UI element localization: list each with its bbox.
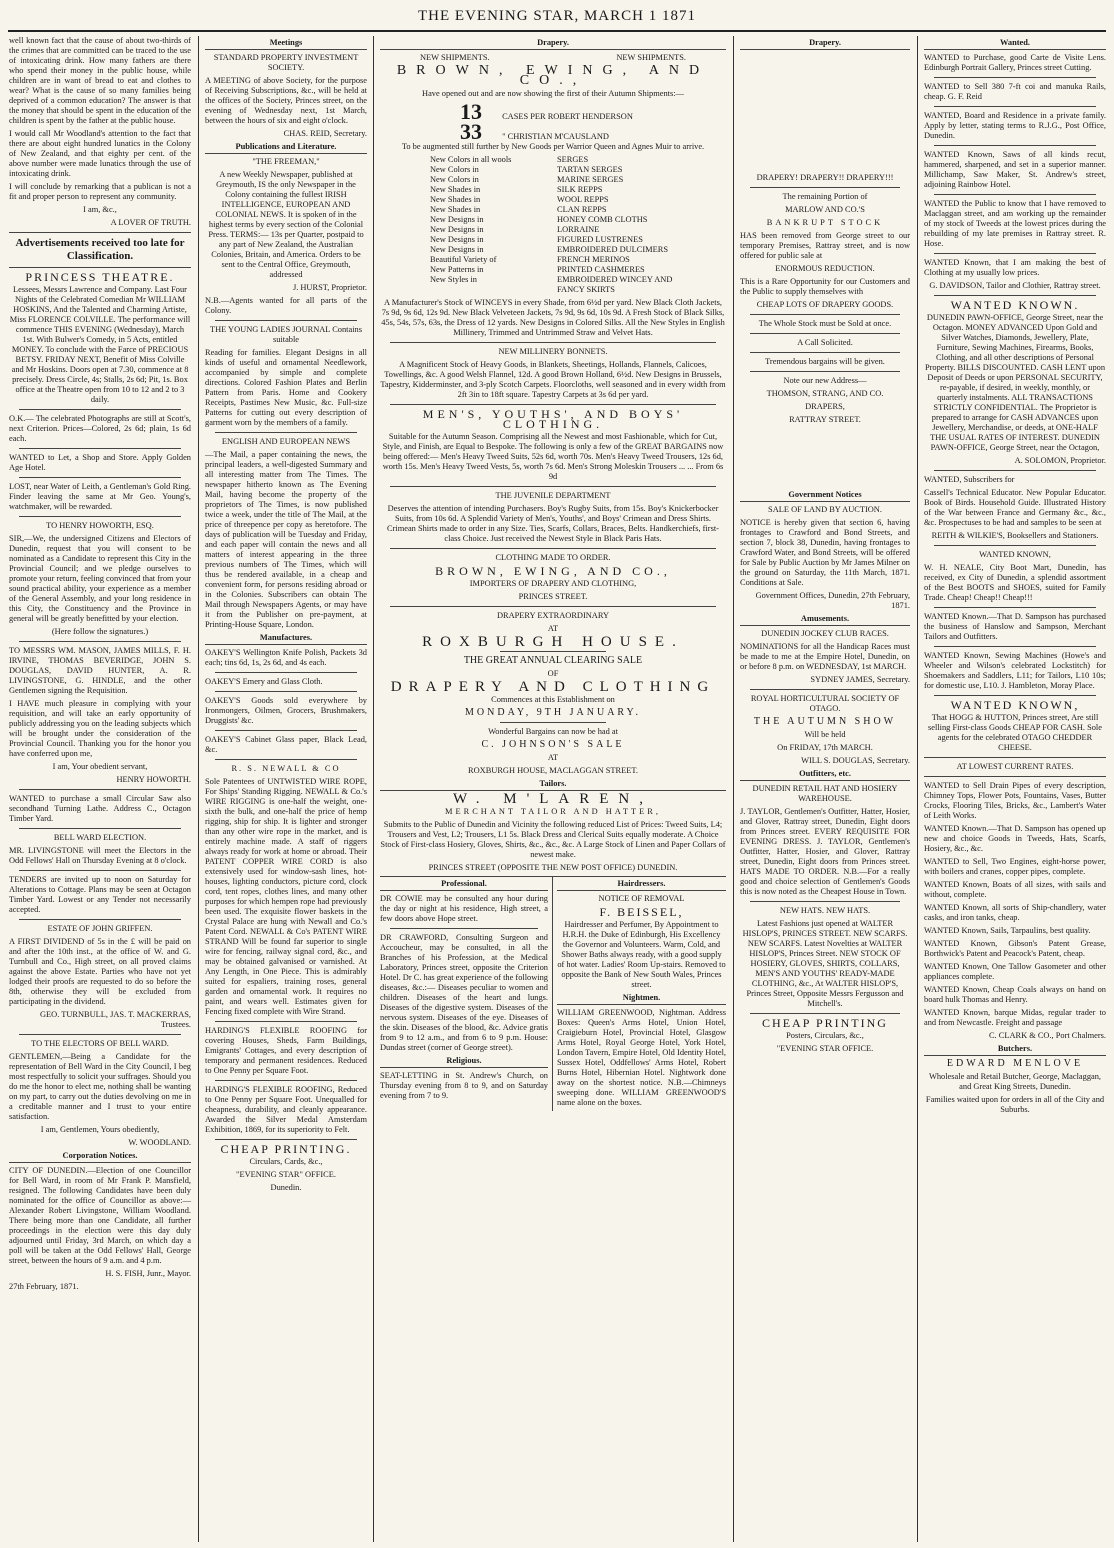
subscribers-body: Cassell's Technical Educator. New Popular Educator. Book of Birds. Household Guide. Illustrated History of the War between France and Germany &c., &c., &c. Prospectuses to be had and samples to be seen at xyxy=(924,488,1106,527)
divider xyxy=(934,106,1096,107)
jockey-club-races: DUNEDIN JOCKEY CLUB RACES. xyxy=(761,629,889,638)
drapery-extraordinary: DRAPERY EXTRAORDINARY xyxy=(496,611,610,620)
importers-text: IMPORTERS OF DRAPERY AND CLOTHING, xyxy=(469,579,637,588)
cheap-printing-title: CHEAP PRINTING. xyxy=(220,1142,352,1156)
masthead-rule xyxy=(8,30,1106,32)
rare-opportunity: This is a Rare Opportunity for our Customers and the Public to supply themselves with xyxy=(740,277,910,296)
cases-13 xyxy=(380,99,726,124)
mens-clothing-title: MEN'S, YOUTHS', AND BOYS' CLOTHING. xyxy=(422,407,684,431)
winceys-text: A Manufacturer's Stock of WINCEYS in every Shade, from 6½d per yard. New Black Cloth Jackets, 7s 9d, 9s 6d, 12s 9d. New Black Velveteen Jackets, 7s 9d, 9s 6d, 10s 9d. A Fresh Stock of Black Silks, 45s, 54s, 57s, 63s, the Dress of 12 yards. New Designs in Colored Silks. All the New Styles in English Millinery, Trimmed and Untrimmed Straw and Velvet Hats. xyxy=(381,298,725,337)
johnson-sale: C. JOHNSON'S SALE xyxy=(481,739,625,750)
divider xyxy=(934,77,1096,78)
bell-ward-heading: BELL WARD ELECTION. xyxy=(53,833,147,842)
divider xyxy=(19,789,181,790)
fabric-list-right-item: EMBROIDERED DULCIMERS xyxy=(557,245,668,254)
call-solicited: A Call Solicited. xyxy=(797,338,853,347)
brown-ewing-signature: BROWN, EWING, AND CO., xyxy=(435,564,671,578)
cases-33 xyxy=(380,119,726,144)
fabric-list-left-item: New Designs in xyxy=(430,245,484,254)
howorth-signatures: (Here follow the signatures.) xyxy=(51,627,149,636)
nightmen-heading: Nightmen. xyxy=(557,993,726,1005)
cases-13-text: CASES PER ROBERT HENDERSON xyxy=(502,112,633,121)
fabric-list-left-item: New Designs in xyxy=(430,235,484,244)
divider xyxy=(500,651,606,652)
standard-title: STANDARD PROPERTY INVESTMENT SOCIETY. xyxy=(213,53,359,72)
city-signature: H. S. FISH, Junr., Mayor. xyxy=(105,1269,191,1278)
letter-tail-2: I would call Mr Woodland's attention to the fact that there are about eight hundred lunatics in the Colony of New Zealand, and that eighty per cent. of the above number were made lunatics through the use of intoxicating drink. xyxy=(9,129,191,178)
marlow-title: MARLOW AND CO.'S xyxy=(785,205,865,214)
thomson-strang: THOMSON, STRANG, AND CO. xyxy=(766,389,884,398)
wonderful-text: Wonderful Bargains can now be had at xyxy=(488,727,618,736)
menlove-body: Wholesale and Retail Butcher, George, Maclaggan, and Great King Streets, Dunedin. xyxy=(928,1072,1102,1091)
brown-ewing-title: BROWN, EWING, AND CO., xyxy=(396,63,710,88)
freeman-body: A new Weekly Newspaper, published at Greymouth, IS the only Newspaper in the Colony containing the fullest IRISH INTELLIGENCE, EUROPEAN AND COLONIAL NEWS. It is spoken of in the highest terms by every section of the Colonial Press. TERMS:— 13s per Quarter, postpaid to any part of New Zealand, the Australian Colonies, Britain, and America. Orders to be sent to the Central Office, Greymouth, addressed xyxy=(208,170,364,279)
new-shipments-left: NEW SHIPMENTS. xyxy=(420,53,490,62)
divider xyxy=(215,759,357,760)
column-2 xyxy=(200,36,372,1542)
menlove-title: EDWARD MENLOVE xyxy=(946,1058,1084,1069)
greenwood-ad: WILLIAM GREENWOOD, Nightman. Address Boxes: Queen's Arms Hotel, Union Hotel, Craigieburn Hotel, Provincial Hotel, Glasgow Arms Hotel, Royal George Hotel, York Hotel, London Tavern, Empire Hotel, Old Identity Hotel, Sussex Hotel, Oddfellows' Arms Hotel, Robert Burns Hotel, Hibernian Hotel. Nightwork done away on the shortest notice. N.B.—Chimneys sweeping done. WILLIAM GREENWOOD'S name alone on the boxes. xyxy=(557,1008,726,1107)
beissel-body: Hairdresser and Perfumer, By Appointment to H.R.H. the Duke of Edinburgh, His Excellency the Governor and Volunteers. Warm, Cold, and Shower Baths always ready, with a good supply of hot water. Ladies' Room Up-stairs. Removed to opposite the Bank of New South Wales, Princes street. xyxy=(557,920,726,989)
divider xyxy=(750,187,900,188)
divider xyxy=(215,1080,357,1081)
letter-close: I am, &c., xyxy=(83,205,117,214)
fabric-list-left-item: Beautiful Variety of xyxy=(430,255,497,264)
oakey-ad-1: OAKEY'S Wellington Knife Polish, Packets 3d each; tins 6d, 1s, 2s 6d, and 4s each. xyxy=(205,648,367,667)
column-rule xyxy=(373,36,374,1542)
divider xyxy=(934,607,1096,608)
reith-wilkie: REITH & WILKIE'S, Booksellers and Stationers. xyxy=(931,531,1099,540)
city-dunedin-body: CITY OF DUNEDIN.—Election of one Councillor for Bell Ward, in room of Mr Frank P. Mansfield, resigned. The following Candidates have been duly nominated for the office of Councillor as above:— Alexander Robert Livingstone, William Woodland. There being more than one Candidate, all further proceedings in the election were this day duly adjourned until Friday, 3rd March, on which day a poll will be taken at the Odd Fellows' Hall, George street, between the hours of 9 a.m. and 4 p.m. xyxy=(9,1166,191,1265)
hogg-title: WANTED KNOWN, xyxy=(950,698,1080,712)
fabric-list-right-item: SILK REPPS xyxy=(557,185,603,194)
electors-heading: TO THE ELECTORS OF BELL WARD. xyxy=(31,1039,169,1048)
douglas-secretary: WILL S. DOUGLAS, Secretary. xyxy=(801,756,910,765)
cheap-printing-body: Circulars, Cards, &c., xyxy=(249,1157,323,1166)
crawford-ad: DR CRAWFORD, Consulting Surgeon and Accoucheur, may be consulted, in all the Branches of his Profession, at the Medical Laboratory, Princes street, opposite the Criterion Hotel. Dr C. has great experience of the following diseases, &c.:— Diseases peculiar to women and children. Diseases of the heart and lungs. Diseases of the digestive system. Diseases of the nervous system. Diseases of the eye. Diseases of the skin. Diseases of the blood, &c. Advice gratis from 9 to 12 a.m., and from 6 to 9 p.m. House: Dundas street (corner of George street). xyxy=(380,933,548,1052)
wanted-known-title: WANTED KNOWN. xyxy=(950,298,1080,312)
number-33: 33 xyxy=(460,119,482,144)
fabric-list-right-item: EMBROIDERED WINCEY AND FANCY SKIRTS xyxy=(557,275,673,294)
column-rule xyxy=(198,36,199,1542)
divider xyxy=(215,672,357,673)
fabric-list-right-item: CLAN REPPS xyxy=(557,205,607,214)
fabric-list-right-item: MARINE SERGES xyxy=(557,175,624,184)
howorth-heading: TO HENRY HOWORTH, ESQ. xyxy=(46,521,154,530)
divider xyxy=(934,646,1096,647)
theatre-body: Lessees, Messrs Lawrence and Company. Last Four Nights of the Celebrated Comedian Mr WILLIAM HOSKINS, And the Talented and Charming Artiste, Miss FLORENCE COLVILLE. The performance will commence THIS EVENING (Wednesday), March 1st. With Bulwer's Comedy, in 5 Acts, entitled MONEY. To conclude with the Farce of PRECIOUS BETSY. FRIDAY NEXT, Benefit of Miss Colville and Mr Hoskins. Doors open at 7.30, commence at 8 precisely. Dress Circle, 4s; Stalls, 2s 6d; Pit, 1s. Box office at the Theatre open from 10 to 12 and 2 to 3 daily. xyxy=(9,285,191,404)
divider xyxy=(750,689,900,690)
divider xyxy=(9,232,191,233)
sale-of-land: SALE OF LAND BY AUCTION. xyxy=(768,505,882,514)
sampson-ad-2: WANTED Known.—That D. Sampson has opened up new and choice Goods in Tweeds, Hats, Scarfs, Hosiery, &c., &c. xyxy=(924,824,1106,853)
cheap-lots: CHEAP LOTS OF DRAPERY GOODS. xyxy=(756,300,894,309)
fabric-list-left-item: New Shades in xyxy=(430,185,481,194)
cases-33-text: " CHRISTIAN M'CAUSLAND xyxy=(502,132,609,141)
oakey-ad-2: OAKEY'S Emery and Glass Cloth. xyxy=(205,677,323,686)
monday-date: MONDAY, 9TH JANUARY. xyxy=(465,707,641,718)
fabric-list-right-item: TARTAN SERGES xyxy=(557,165,623,174)
griffen-body: A FIRST DIVIDEND of 5s in the £ will be paid on and after the 10th inst., at the office of W. and G. Turnbull and Co., High street, on all proved claims against the above Estate. Parties who have not yet lodged their proofs are requested to do so before the 8th, otherwise they will be excluded from participating in the dividend. xyxy=(9,937,191,1006)
sydney-james: SYDNEY JAMES, Secretary. xyxy=(810,675,910,684)
divider xyxy=(934,470,1096,471)
standard-body: A MEETING of above Society, for the purpose of Receiving Subscriptions, &c., will be held at the offices of the Society, Princes street, on the evening of Wednesday next, 1st March, between the hours of six and eight o'clock. xyxy=(205,76,367,125)
clearing-sale: THE GREAT ANNUAL CLEARING SALE xyxy=(463,655,643,666)
freeman-signature: J. HURST, Proprietor. xyxy=(292,283,367,292)
english-news-title: ENGLISH AND EUROPEAN NEWS xyxy=(221,437,351,446)
subscribers-title: WANTED, Subscribers for xyxy=(924,475,1015,484)
notice-body: NOTICE is hereby given that section 6, having frontages to Crawford and Bond Streets, and section 7, block 38, Dunedin, having frontages to Crawford Water, and Bond Streets, will be offered for Sale by Public Auction by Mr James Milner on the ground on Saturday, the 11th March, 1871. Conditions at Sale. xyxy=(740,518,910,587)
nominations-text: NOMINATIONS for all the Handicap Races must be made to me at the Empire Hotel, Dunedin, on or before 8 p.m. on WEDNESDAY, 1st MARCH. xyxy=(740,642,910,671)
wanted-heading: Wanted. xyxy=(924,38,1106,50)
divider xyxy=(215,1139,357,1140)
fabric-list-left-item: New Colors in xyxy=(430,175,479,184)
cheap-printing-office: "EVENING STAR" OFFICE. xyxy=(236,1170,336,1179)
tailors-heading: Tailors. xyxy=(380,779,726,791)
divider xyxy=(500,722,606,723)
divider xyxy=(750,314,900,315)
of-text: OF xyxy=(547,669,559,678)
divider xyxy=(750,1013,900,1014)
messrs-close: I am, Your obedient servant, xyxy=(52,762,148,771)
retail-warehouse: DUNEDIN RETAIL HAT AND HOSIERY WAREHOUSE. xyxy=(752,784,898,803)
divider xyxy=(390,548,716,549)
drapery-heading: Drapery. xyxy=(380,38,726,50)
wanted-ad-5: WANTED the Public to know that I have removed to Maclaggan street, and am working up the remainder of my stock of Tweeds at the lowest prices during the rebuilding of my late premises in Rattray street. R. Hose. xyxy=(924,199,1106,248)
messrs-body: I HAVE much pleasure in complying with your requisition, and will take an early opportunity of publicly addressing you on the leading subjects which will be brought under the consideration of the Provincial Council. Thanking you for the honor you have conferred upon me, xyxy=(9,699,191,758)
butchers-heading: Butchers. xyxy=(924,1044,1106,1056)
electors-body: GENTLEMEN,—Being a Candidate for the representation of Bell Ward in the City Council, I beg most respectfully to solicit your suffrages. Should you do me the honor to elect me, nothing shall be wanting on my part, to carry out the duties devolving on me in a creditable manner and I trust to your entire satisfaction. xyxy=(9,1052,191,1121)
tremendous-bargains: Tremendous bargains will be given. xyxy=(765,357,885,366)
fabric-list-left-item: New Styles in xyxy=(430,275,477,284)
sails-ad: WANTED Known, Sails, Tarpaulins, best quality. xyxy=(924,926,1091,935)
beissel-title: F. BEISSEL, xyxy=(599,905,684,919)
electors-close: I am, Gentlemen, Yours obediently, xyxy=(40,1125,160,1134)
enormous-reduction: ENORMOUS REDUCTION. xyxy=(775,264,875,273)
column-5 xyxy=(919,36,1111,1542)
divider xyxy=(934,695,1096,696)
divider xyxy=(215,691,357,692)
fabric-list-left-item: New Shades in xyxy=(430,205,481,214)
divider xyxy=(215,730,357,731)
messrs-heading: TO MESSRS WM. MASON, JAMES MILLS, F. H. IRVINE, THOMAS BEVERIDGE, JOHN S. DOUGLAS, DAVID HUNTER, A. R. LIVINGSTONE, G. HINDLE, and the other Gentlemen signing the Requisition. xyxy=(9,646,191,695)
new-shipments-right: NEW SHIPMENTS. xyxy=(616,53,686,62)
fabric-list-left-item: New Designs in xyxy=(430,215,484,224)
boats-ad: WANTED Known, Boats of all sizes, with sails and without, complete. xyxy=(924,880,1106,899)
cheap-printing-title-2: CHEAP PRINTING xyxy=(762,1016,888,1030)
fabric-list xyxy=(380,155,726,295)
bell-ward-body: MR. LIVINGSTONE will meet the Electors in the Odd Fellows' Hall on Thursday Evening at 8 o'clock. xyxy=(9,846,191,865)
friday-date: On FRIDAY, 17th MARCH. xyxy=(777,743,873,752)
clothing-order: CLOTHING MADE TO ORDER. xyxy=(495,553,611,562)
roxburgh-house-title: ROXBURGH HOUSE. xyxy=(422,634,684,650)
ok-ad: O.K.— The celebrated Photographs are still at Scott's, next Criterion. Prices—Colored, 2s 6d; plain, 1s 6d each. xyxy=(9,414,191,443)
sampson-ad: WANTED Known.—That D. Sampson has purchased the business of Hanslow and Sampson, Merchant Tailors and Outfitters. xyxy=(924,612,1106,641)
hogg-ad: That HOGG & HUTTON, Princes street, Are still selling First-class Goods CHEAP FOR CASH. Sole agents for the celebrated OTAGO CHEDDER CHEESE. xyxy=(928,713,1102,752)
wanted-ad-1: WANTED to Purchase, good Carte de Visite Lens. Edinburgh Portrait Gallery, Princes street Cutting. xyxy=(924,53,1106,72)
mclaren-address: PRINCES STREET (OPPOSITE THE NEW POST OFFICE) DUNEDIN. xyxy=(428,863,678,872)
cheap-printing-place: Dunedin. xyxy=(270,1183,302,1192)
divider xyxy=(19,919,181,920)
drapers-text: DRAPERS, xyxy=(805,402,845,411)
gasometer-ad: WANTED Known, One Tallow Gasometer and other appliances complete. xyxy=(924,962,1106,981)
sewing-machines-ad: WANTED Known, Sewing Machines (Howe's and Wheeler and Wilson's celebrated Lockstitch) for Shoemakers and Saddlers, L11; for Tailors, L10 10s; for domestic use, L10. J. Hambleton, Moray Place. xyxy=(924,651,1106,690)
religious-heading: Religious. xyxy=(380,1056,548,1068)
juvenile-body: Deserves the attention of intending Purchasers. Boy's Rugby Suits, from 15s. Boy's Knickerbocker Suits, from 10s 6d. A Splendid Variety of Men's, Youths', and Boys' Crimean and Dress Shirts. Crimean Shirts made to order in any Size. Ties, Scarfs, Collars, Braces, Belts. Handkerchiefs, first-class Choice. Just received the Newest Style in Black Paris Hats. xyxy=(387,504,719,543)
number-13: 13 xyxy=(460,99,482,124)
standard-signature: CHAS. REID, Secretary. xyxy=(283,129,367,138)
adv-late-heading: Advertisements received too late for Classification. xyxy=(15,237,185,262)
fabric-list-left-item: New Patterns in xyxy=(430,265,484,274)
newall-title: R. S. NEWALL & CO xyxy=(231,764,341,773)
publications-heading: Publications and Literature. xyxy=(205,142,367,154)
harding-ad-2: HARDING'S FLEXIBLE ROOFING, Reduced to One Penny per Square Foot. Unequalled for cheapness, durability, and cleanly appearance. Awarded the Silver Medal Amsterdam Exhibition, 1869, for its superiority to Felt. xyxy=(205,1085,367,1134)
hairdressers-column xyxy=(553,877,726,1111)
ladies-journal-body: Reading for families. Elegant Designs in all kinds of useful and ornamental Needlework, accompanied by simple and complete directions. Colored Fashion Plates and Berlin Pattern from Paris. Home and Cookery Receipts, Pastimes New Music, &c. Full-size Patterns for cutting out every description of garment worn by the members of a family. xyxy=(205,348,367,427)
heavy-goods-text: A Magnificent Stock of Heavy Goods, in Blankets, Sheetings, Hollands, Flannels, Calicoes, Towellings, &c. A good Welsh Flannel, 12d. A good Brown Holland, 6½d. New Designs in Brussels, Tapestry, Kidderminster, and 3-ply Scotch Carpets. Floorcloths, well seasoned and in every width from 2ft 3in to 18ft square. Tapestry Carpets at 3s 6d per yard. xyxy=(380,360,726,399)
divider xyxy=(934,194,1096,195)
divider xyxy=(9,267,191,268)
cowie-ad: DR COWIE may be consulted any hour during the day or night at his residence, High street, a few doors above Hope street. xyxy=(380,894,548,923)
neale-title: WANTED KNOWN, xyxy=(979,550,1051,559)
divider xyxy=(934,295,1096,296)
divider xyxy=(934,545,1096,546)
merchant-tailor: MERCHANT TAILOR AND HATTER, xyxy=(445,807,661,816)
fabric-list-right-item: PRINTED CASHMERES xyxy=(557,265,645,274)
commences-text: Commences at this Establishment on xyxy=(491,695,615,704)
fabric-list-left-item: New Colors in xyxy=(430,165,479,174)
divider xyxy=(934,253,1096,254)
divider xyxy=(19,477,181,478)
tenders-ad: TENDERS are invited up to noon on Saturday for Alterations to Cottage. Plans may be seen at Octagon Timber Yard. Lowest or any Tender not necessarily accepted. xyxy=(9,875,191,914)
bankrupt-stock: BANKRUPT STOCK xyxy=(766,218,884,227)
theatre-title: PRINCESS THEATRE. xyxy=(25,270,175,284)
fabric-list-right-item: HONEY COMB CLOTHS xyxy=(557,215,648,224)
drapery-shout: DRAPERY! DRAPERY!! DRAPERY!!! xyxy=(756,173,894,182)
oakey-ad-3: OAKEY'S Goods sold everywhere by Ironmongers, Oilmen, Grocers, Brushmakers, Druggists' &c. xyxy=(205,696,367,725)
wanted-ad-6: WANTED Known, that I am making the best of Clothing at my usually low prices. xyxy=(924,258,1106,277)
fabric-list-left-item: New Colors in all wools xyxy=(430,155,512,164)
lost-ad: LOST, near Water of Leith, a Gentleman's Gold Ring. Finder leaving the same at Mr Geo. Young's, watchmaker, will be rewarded. xyxy=(9,482,191,511)
clark-signature: C. CLARK & CO., Port Chalmers. xyxy=(988,1031,1106,1040)
divider xyxy=(19,1034,181,1035)
divider xyxy=(934,145,1096,146)
divider xyxy=(215,432,357,433)
royal-horticultural: ROYAL HORTICULTURAL SOCIETY OF OTAGO. xyxy=(750,694,900,713)
cheap-printing-body-2: Posters, Circulars, &c., xyxy=(786,1031,864,1040)
barque-ad: WANTED Known, barque Midas, regular trader to and from Newcastle. Freight and passage xyxy=(924,1008,1106,1027)
ladies-journal-title: THE YOUNG LADIES JOURNAL Contains suitable xyxy=(210,325,362,344)
divider xyxy=(750,901,900,902)
millinery-title: NEW MILLINERY BONNETS. xyxy=(498,347,608,356)
will-be-held: Will be held xyxy=(804,730,846,739)
families-text: Families waited upon for orders in all of the City and Suburbs. xyxy=(925,1095,1105,1114)
divider xyxy=(924,757,1106,758)
corporation-notices-heading: Corporation Notices. xyxy=(9,1151,191,1163)
coals-ad: WANTED Known, Cheap Coals always on hand on board hulk Thomas and Henry. xyxy=(924,985,1106,1004)
outfitters-heading: Outfitters, etc. xyxy=(740,769,910,781)
grease-ad: WANTED Known, Gibson's Patent Grease, Borthwick's Patent and Peacock's Patent, cheap. xyxy=(924,939,1106,958)
at-text-2: AT xyxy=(547,753,559,762)
at-text: AT xyxy=(547,624,559,633)
fabric-list-right-item: LORRAINE xyxy=(557,225,600,234)
bottom-split xyxy=(380,876,726,1111)
mens-clothing-body: Suitable for the Autumn Season. Comprising all the Newest and most Fashionable, which for Cut, Style, and Finish, are Equal to Bespoke. The following is only a few of the GREAT BARGAINS now being offered:— Men's Heavy Tweed Suits, 52s 6d, worth 70s. Men's Heavy Tweed Trousers, 12s 6d, worth 15s. Men's Heavy Tweed Vests, 5s, worth 7s 6d. Men's Strong Moleskin Trousers ... ... From 6s 9d xyxy=(382,432,724,481)
juvenile-title: THE JUVENILE DEPARTMENT xyxy=(495,491,611,500)
remaining-portion: The remaining Portion of xyxy=(782,192,868,201)
engines-ad: WANTED to Sell, Two Engines, eight-horse power, with boilers and cranes, copper pipes, complete. xyxy=(924,857,1106,876)
electors-signature: W. WOODLAND. xyxy=(128,1138,191,1147)
taylor-ad: J. TAYLOR, Gentlemen's Outfitter, Hatter, Hosier, and Glover, Rattray street, Dunedin, Eight doors from Princes street. EVERY REQUISITE FOR EVENING DRESS. J. TAYLOR, Gentlemen's Outfitter, Hatter, Hosier, and Glover, Rattray street, Dunedin, Eight doors from Princes street. HATS MADE TO ORDER. N.B.—For a really good and choice selection of Gentlemen's Goods this is now noted as the Cheapest House in Town. xyxy=(740,807,910,896)
column-rule xyxy=(917,36,918,1542)
hairdressers-heading: Hairdressers. xyxy=(557,879,726,891)
government-notices-heading: Government Notices xyxy=(740,490,910,502)
has-been-removed: HAS been removed from George street to our temporary Premises, Rattray street, and is now offered for public sale at xyxy=(740,231,910,260)
new-address-note: Note our new Address— xyxy=(783,376,867,385)
seat-letting-ad: SEAT-LETTING in St. Andrew's Church, on Thursday evening from 8 to 9, and on Saturday evening from 7 to 9. xyxy=(380,1071,548,1100)
letter-signature: A LOVER OF TRUTH. xyxy=(110,218,191,227)
circular-saw-ad: WANTED to purchase a small Circular Saw also secondhand Turning Lathe. Address C., Octagon Timber Yard. xyxy=(9,794,191,823)
freeman-title: "THE FREEMAN," xyxy=(252,157,320,166)
divider xyxy=(390,342,716,343)
ship-chandlery-ad: WANTED Known, all sorts of Ship-chandlery, water casks, and iron tanks, cheap. xyxy=(924,903,1106,922)
column-1 xyxy=(4,36,196,1542)
augment-text: To be augmented still further by New Goods per Warrior Queen and Agnes Muir to arrive. xyxy=(401,142,705,151)
fabric-list-right-item: WOOL REPPS xyxy=(557,195,609,204)
column-4 xyxy=(735,36,915,1542)
howorth-body: SIR,—We, the undersigned Citizens and Electors of Dunedin, request that you will consent to be nominated as a Candidate to represent this City in the Provincial Council; and we pledge ourselves to promote your return, feeling convinced that from your sound practical ability, your experience as a member of the General Assembly, and your long residence in this City, the Constituency and the Province in general will be greatly benefitted by your election. xyxy=(9,534,191,623)
divider xyxy=(19,516,181,517)
wanted-shop-ad: WANTED to Let, a Shop and Store. Apply Golden Age Hotel. xyxy=(9,453,191,472)
manufactures-heading: Manufactures. xyxy=(205,633,367,645)
mclaren-body: Submits to the Public of Dunedin and Vicinity the following reduced List of Prices: Tweed Suits, L4; Trousers and Vest, L2; Trousers, L1 5s. Black Dress and Clerical Suits equally moderate. A Choice Stock of First-class Hosiery, Gloves, Shirts, &c., &c., &c. A Large Stock of Linen and Paper Collars of newest make. xyxy=(380,820,726,859)
griffen-signature: GEO. TURNBULL, JAS. T. MACKERRAS, Trustees. xyxy=(40,1010,191,1029)
professional-heading: Professional. xyxy=(380,879,548,891)
whole-stock: The Whole Stock must be Sold at once. xyxy=(758,319,892,328)
divider xyxy=(19,448,181,449)
rattray-street: RATTRAY STREET. xyxy=(789,415,861,424)
neale-ad: W. H. NEALE, City Boot Mart, Dunedin, has received, ex City of Dunedin, a splendid assortment of the Best BOOTS and SHOES, suited for Family Trade. Cheap! Cheap!! Cheap!!! xyxy=(924,563,1106,602)
divider xyxy=(19,641,181,642)
removal-notice: NOTICE OF REMOVAL xyxy=(598,894,685,903)
divider xyxy=(390,928,538,929)
solomon-signature: A. SOLOMON, Proprietor. xyxy=(1014,456,1106,465)
city-date: 27th February, 1871. xyxy=(9,1282,79,1291)
new-hats: NEW HATS. NEW HATS. xyxy=(779,906,871,915)
princes-street-text: PRINCES STREET. xyxy=(518,592,588,601)
lowest-rates: AT LOWEST CURRENT RATES. xyxy=(956,762,1074,771)
divider xyxy=(750,333,900,334)
fabric-list-left-item: New Designs in xyxy=(430,225,484,234)
pawn-office-ad: DUNEDIN PAWN-OFFICE, George Street, near the Octagon. MONEY ADVANCED Upon Gold and Silver Watches, Diamonds, Jewellery, Plate, Furniture, Sewing Machines, Firearms, Books, Clothing, and all other descriptions of Personal Property. BILLS DISCOUNTED. CASH LENT upon Deposit of Deeds or upon PERSONAL SECURITY, re-payable, if desired, in weekly, monthly, or quarterly instalments. ALL TRANSACTIONS STRICTLY CONFIDENTIAL. The Proprietor is prepared to arrange for CASH ADVANCES upon Jewellery, Merchandise, or deeds, at ONE-HALF THE USUAL RATES OF INTEREST. DUNEDIN PAWN-OFFICE, George Street, near the Octagon, xyxy=(924,313,1106,452)
messrs-signature: HENRY HOWORTH. xyxy=(116,775,191,784)
professional-column xyxy=(380,877,553,1111)
autumn-show: THE AUTUMN SHOW xyxy=(753,716,897,727)
divider xyxy=(750,352,900,353)
divider xyxy=(19,409,181,410)
fabric-list-right-item: FIGURED LUSTRENES xyxy=(557,235,643,244)
divider xyxy=(215,320,357,321)
column-3 xyxy=(375,36,731,1542)
harding-ad-1: HARDING'S FLEXIBLE ROOFING for covering Houses, Sheds, Farm Buildings, Emigrants' Cottages, and every description of temporary and permanent residences. Reduced to One Penny per Square Foot. xyxy=(205,1026,367,1075)
griffen-heading: ESTATE OF JOHN GRIFFEN. xyxy=(47,924,153,933)
amusements-heading: Amusements. xyxy=(740,614,910,626)
mclaren-title: W. M'LAREN, xyxy=(452,791,654,807)
roxburgh-address: ROXBURGH HOUSE, MACLAGGAN STREET. xyxy=(468,766,638,775)
newspaper-title: THE EVENING STAR, MARCH 1 1871 xyxy=(418,8,696,24)
oakey-ad-4: OAKEY'S Cabinet Glass paper, Black Lead, &c. xyxy=(205,735,367,754)
hislop-ad: Latest Fashions just opened at WALTER HISLOP'S, PRINCES STREET. NEW SCARFS. NEW SCARFS. Latest Novelties at WALTER HISLOP'S, Princes Street. NEW STOCK OF HOSIERY, GLOVES, SHIRTS, COLLARS, MEN'S AND YOUTHS' READY-MADE CLOTHING, &c., At WALTER HISLOP'S, Princes Street, Opposite Messrs Fergusson and Mitchell's. xyxy=(742,919,908,1008)
letter-tail-3: I will conclude by remarking that a publican is not a fit and proper person to represent any community. xyxy=(9,182,191,201)
divider xyxy=(924,776,1106,777)
wanted-ad-2: WANTED to Sell 380 7-ft coi and manuka Rails, cheap. G. F. Reid xyxy=(924,82,1106,101)
freeman-nb: N.B.—Agents wanted for all parts of the Colony. xyxy=(205,296,367,315)
drapery-clothing-title: DRAPERY AND CLOTHING xyxy=(390,679,716,695)
fabric-list-right-item: FRENCH MERINOS xyxy=(557,255,630,264)
brown-intro: Have opened out and are now showing the first of their Autumn Shipments:— xyxy=(422,89,684,98)
cheap-printing-office-2: "EVENING STAR OFFICE. xyxy=(776,1044,874,1053)
divider xyxy=(750,371,900,372)
wanted-ad-3: WANTED, Board and Residence in a private family. Apply by letter, stating terms to R.J.G., Post Office, Dunedin. xyxy=(924,111,1106,140)
divider xyxy=(19,870,181,871)
masthead xyxy=(0,0,1114,34)
divider xyxy=(390,404,716,405)
government-offices: Government Offices, Dunedin, 27th February, 1871. xyxy=(755,591,910,610)
davidson-signature: G. DAVIDSON, Tailor and Clothier, Rattray street. xyxy=(929,281,1101,290)
divider xyxy=(19,828,181,829)
drapery-heading-2: Drapery. xyxy=(740,38,910,50)
divider xyxy=(215,1021,357,1022)
newall-body: Sole Patentees of UNTWISTED WIRE ROPE, For Ships' Standing Rigging. NEWALL & Co.'s WIRE RIGGING is one-half the weight, one-sixth the bulk, and one-half the price of hemp rigging, ship for ship. It is lighter and stronger than any other wire rope in the market, and is entirely machine made. A staff of riggers always ready for work at home or abroad. Their PATENT COPPER WIRE CORD is also extensively used for window-sash lines, hot-houses, lighting conductors, picture cord, clock cord, tent ropes, clothes lines, and many other purposes for which hempen rope had previously been used. The exquisite flower baskets in the Crystal Palace are hung with Newall and Co.'s Patent Cord. NEWALL & Co's PATENT WIRE STRAND Will be found far superior to single wire for fencing, railway signal cord, &c., and may be obtained galvanised or varnished. At Any Length, in One Piece. This is admirably suited for espaliers, training roses, general garden and ornamental work. It requires no paint, and wears well. Estimates given for Fencing fixed complete with Wire Strand. xyxy=(205,777,367,1016)
fabric-list-right-item: SERGES xyxy=(557,155,589,164)
english-news-body: —The Mail, a paper containing the news, the principal leaders, a well-digested Summary and all interesting matter from The Times. The newspaper hitherto known as The Evening Mail, having become the property of the proprietors of The Times, is now published twice a week, under the title of The Mail, at the price of threepence per copy as heretofore. The days of publication will be Tuesday and Friday, and each paper will contain the news and all matters of interest appearing in the three previous numbers of The Times, which will thus be rendered available, in a cheap and convenient form, for persons residing abroad or in the Colonies. Subscribers can obtain The Mail through Newspapers Agents, or may have it from the Publisher on pre-payment, at Printing-House Square, London. xyxy=(205,450,367,629)
divider xyxy=(390,486,716,487)
fabric-list-left-item: New Shades in xyxy=(430,195,481,204)
drain-pipes-ad: WANTED to Sell Drain Pipes of every description, Chimney Tops, Flower Pots, Fountains, Vases, Butter Crocks, Flooring Tiles, Bricks, &c., Lambert's Water of Leith Works. xyxy=(924,781,1106,820)
new-shipments-row xyxy=(380,53,726,63)
divider xyxy=(390,606,716,607)
letter-tail: well known fact that the cause of about two-thirds of the crimes that are committed can be traced to the use of intoxicating drink. How many fathers are there who spend their money in the public house, while children are in want of bread to eat and clothes to wear? What is the cause of so many families being deprived of a common education? The answer is that the money that should be spent in the education of the children is spent by the father at the public house. xyxy=(9,36,191,125)
column-rule xyxy=(733,36,734,1542)
meetings-heading: Meetings xyxy=(205,38,367,50)
wanted-ad-4: WANTED Known, Saws of all kinds recut, hammered, sharpened, and set in a superior manner. Millichamp, Saw Maker, St. Andrew's street, adjoining Rainbow Hotel. xyxy=(924,150,1106,189)
